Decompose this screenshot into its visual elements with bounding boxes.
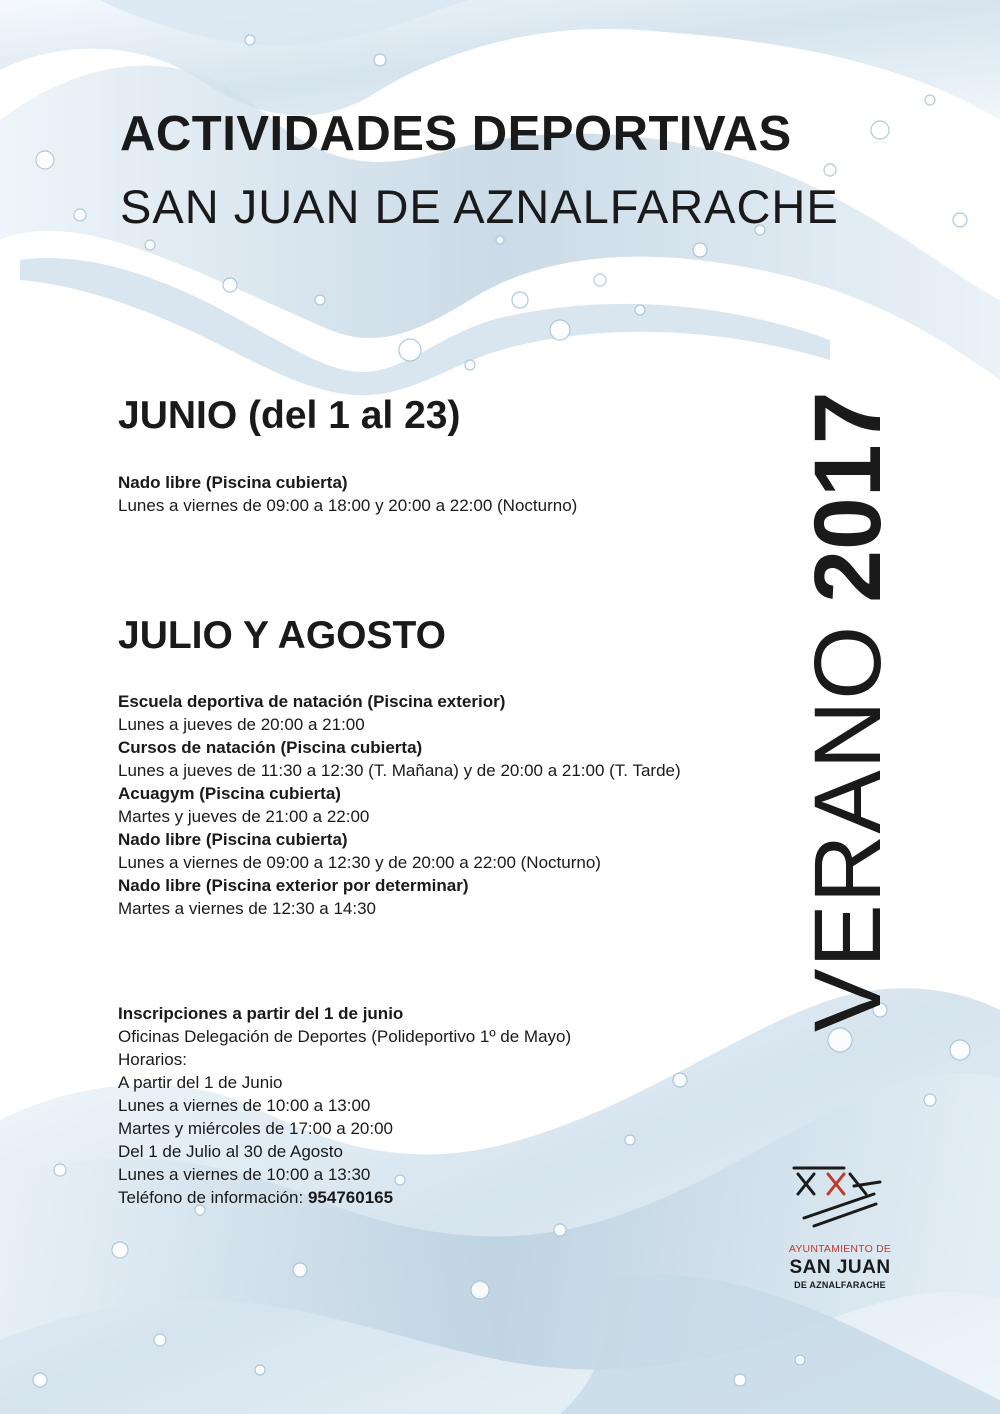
inscripciones-title: Inscripciones a partir del 1 de junio [118,1004,404,1023]
info-line: Martes y miércoles de 17:00 a 20:00 [118,1119,393,1138]
info-line: A partir del 1 de Junio [118,1073,283,1092]
junio-schedule [118,471,778,517]
poster-subtitle: SAN JUAN DE AZNALFARACHE [120,180,839,233]
banner-year: 2017 [795,391,901,603]
poster-title: ACTIVIDADES DEPORTIVAS [120,107,792,161]
section-heading-julio-agosto: JULIO Y AGOSTO [118,614,446,657]
banner-word: VERANO [795,624,901,1032]
activity-schedule: Martes a viernes de 12:30 a 14:30 [118,899,376,918]
phone-number: 954760165 [307,1188,394,1207]
logo-line-2: SAN JUAN [789,1257,891,1278]
logo-emblem-icon [784,1160,884,1240]
info-line: Horarios: [118,1050,187,1069]
activity-schedule: Lunes a viernes de 09:00 a 12:30 y de 20:00 a 22:00 (Nocturno) [118,853,601,872]
info-line: Lunes a viernes de 10:00 a 13:00 [118,1096,371,1115]
phone-line [118,1186,778,1209]
activity-schedule: Lunes a jueves de 20:00 a 21:00 [118,715,365,734]
info-line: Lunes a viernes de 10:00 a 13:30 [118,1165,371,1184]
activity-title: Escuela deportiva de natación (Piscina exterior) [118,692,506,711]
info-line: Oficinas Delegación de Deportes (Polideportivo 1º de Mayo) [118,1027,572,1046]
activity-schedule: Lunes a jueves de 11:30 a 12:30 (T. Mañana) y de 20:00 a 21:00 (T. Tarde) [118,761,681,780]
activity-title: Nado libre (Piscina exterior por determinar) [118,876,469,895]
activity-title: Nado libre (Piscina cubierta) [118,473,348,492]
activity-schedule: Martes y jueves de 21:00 a 22:00 [118,807,370,826]
julio-agosto-schedule [118,690,778,920]
logo-line-3: DE AZNALFARACHE [794,1280,886,1290]
activity-schedule: Lunes a viernes de 09:00 a 18:00 y 20:00 a 22:00 (Nocturno) [118,496,578,515]
vertical-banner [795,292,901,1032]
inscripciones-info [118,1002,778,1209]
activity-title: Nado libre (Piscina cubierta) [118,830,348,849]
activity-title: Cursos de natación (Piscina cubierta) [118,738,423,757]
phone-label: Teléfono de información: [118,1188,304,1207]
section-heading-junio: JUNIO (del 1 al 23) [118,394,461,437]
activity-title: Acuagym (Piscina cubierta) [118,784,341,803]
ayuntamiento-logo [770,1160,900,1310]
logo-line-1: AYUNTAMIENTO DE [788,1243,892,1255]
info-line: Del 1 de Julio al 30 de Agosto [118,1142,343,1161]
